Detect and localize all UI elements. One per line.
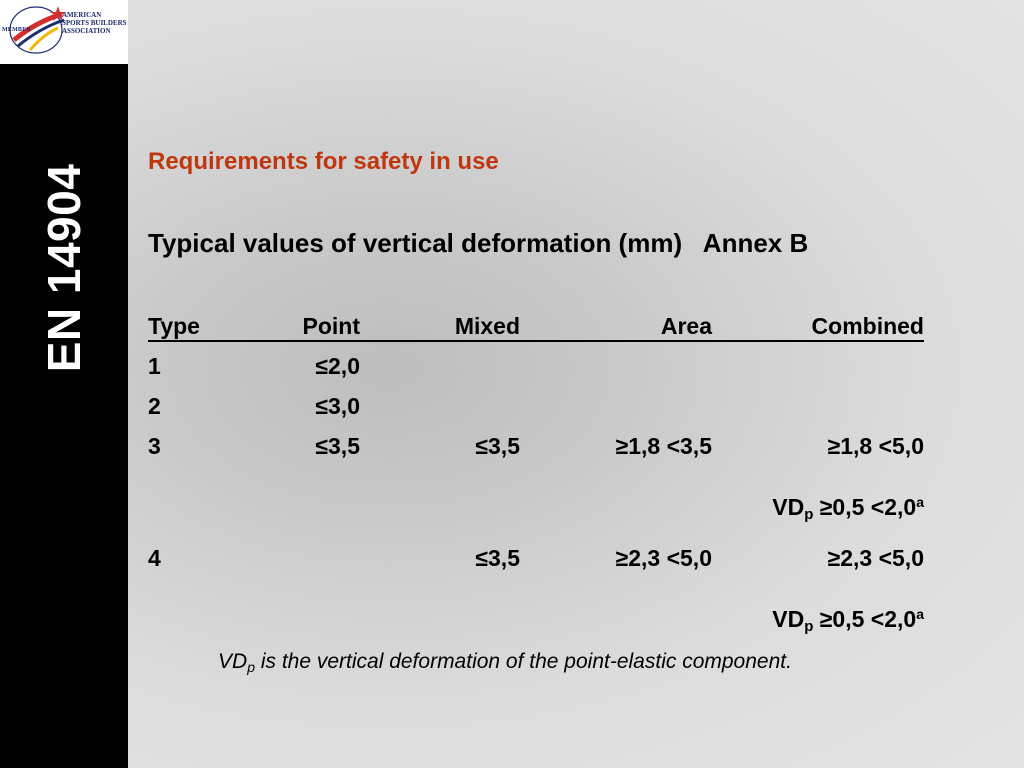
cell-type: 4 [148, 545, 161, 571]
logo-org-line: ASSOCIATION [62, 27, 111, 35]
asba-logo [0, 0, 128, 64]
sidebar [0, 0, 128, 768]
logo-org-name [62, 11, 128, 35]
cell-mixed: ≤3,5 [475, 545, 520, 571]
note-prefix: VD [218, 650, 248, 673]
header-underline [148, 340, 924, 342]
vd-subscript: p [804, 618, 814, 635]
cell-combined: ≥1,8 <5,0 [827, 433, 924, 459]
vd-prefix: VD [772, 606, 805, 632]
note-text: is the vertical deformation of the point-elastic component. [254, 650, 792, 673]
deformation-table [148, 312, 926, 656]
logo-org-line: AMERICAN [62, 11, 102, 19]
sidebar-title: EN 14904 [38, 163, 90, 373]
table-row [148, 600, 926, 656]
header-combined: Combined [811, 313, 924, 339]
slide-heading: Requirements for safety in use [148, 148, 499, 175]
vd-footnote-mark: a [916, 606, 924, 622]
table-row [148, 544, 926, 600]
cell-point: ≤2,0 [315, 353, 360, 379]
cell-combined-vd [772, 488, 924, 529]
header-type: Type [148, 313, 200, 339]
cell-point: ≤3,0 [315, 393, 360, 419]
footnote [218, 650, 792, 675]
vd-prefix: VD [772, 494, 805, 520]
table-row [148, 352, 926, 392]
cell-combined-vd [772, 600, 924, 641]
slide-subheading [148, 228, 808, 259]
note-subscript: p [247, 659, 255, 675]
vd-subscript: p [804, 506, 814, 523]
table-row [148, 432, 926, 488]
cell-mixed: ≤3,5 [475, 433, 520, 459]
subheading-text: Typical values of vertical deformation (mm) Annex B [148, 228, 809, 258]
vd-value: ≥0,5 <2,0 [813, 606, 917, 632]
header-point: Point [302, 313, 360, 339]
cell-type: 1 [148, 353, 161, 379]
vd-footnote-mark: a [916, 494, 924, 510]
logo-member-text: MEMBER [2, 27, 31, 33]
vd-value: ≥0,5 <2,0 [813, 494, 917, 520]
cell-point: ≤3,5 [315, 433, 360, 459]
table-header-row [148, 312, 926, 352]
table-row [148, 488, 926, 544]
cell-type: 3 [148, 433, 161, 459]
cell-combined: ≥2,3 <5,0 [827, 545, 924, 571]
table-row [148, 392, 926, 432]
cell-type: 2 [148, 393, 161, 419]
header-area: Area [660, 313, 712, 339]
cell-area: ≥1,8 <3,5 [615, 433, 712, 459]
logo-org-line: SPORTS BUILDERS [62, 19, 127, 27]
header-mixed: Mixed [454, 313, 520, 339]
cell-area: ≥2,3 <5,0 [615, 545, 712, 571]
